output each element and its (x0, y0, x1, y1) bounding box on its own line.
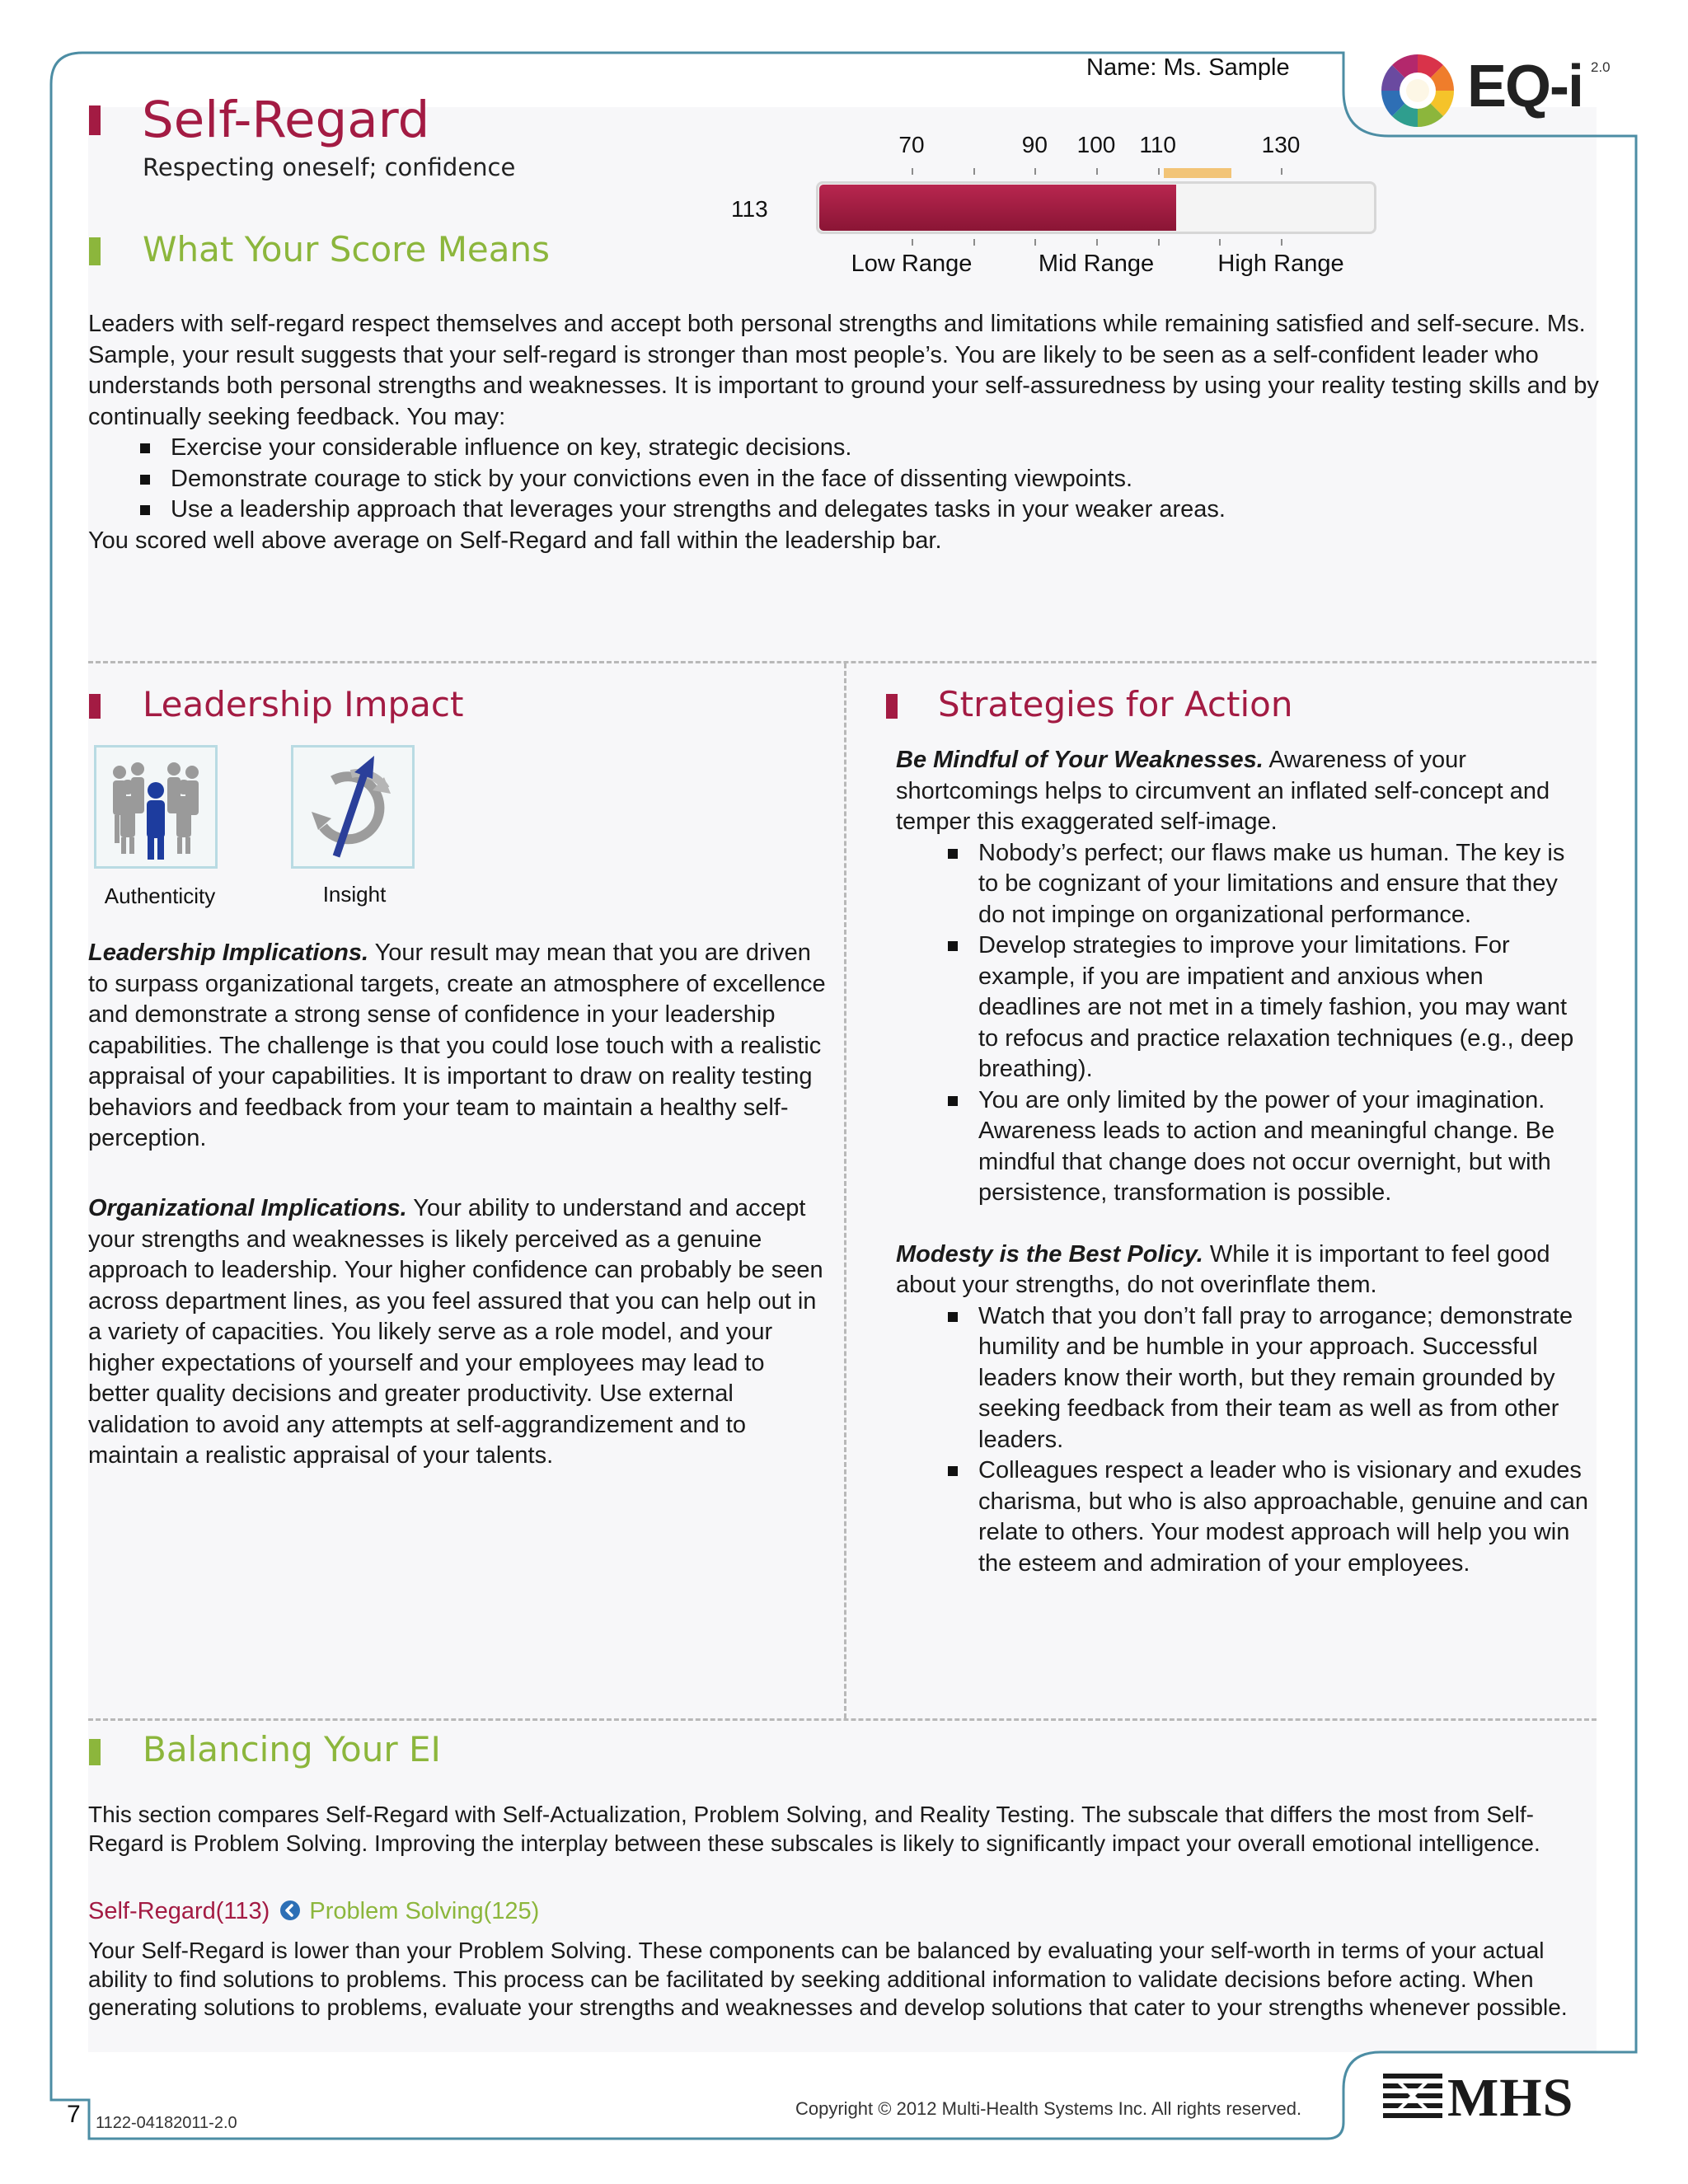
list-item: Exercise your considerable influence on key, strategic decisions. (171, 433, 1605, 464)
strategy-block1-text: Awareness of your shortcomings helps to circumvent an inflated self-concept and temper this exaggerated self-image. (896, 747, 1550, 835)
scale-tick-mark (912, 239, 913, 246)
list-item: Nobody’s perfect; our flaws make us human. The key is to be cognizant of your limitations and ensure that they do not impinge on organizational performance. (978, 838, 1588, 931)
scale-tick-mark (973, 168, 975, 175)
range-label: Low Range (851, 251, 973, 277)
self-regard-score-label: Self-Regard(113) (88, 1898, 270, 1924)
scale-tick-mark (1281, 168, 1282, 175)
scale-tick-mark (1281, 239, 1282, 246)
eqi-logo-text: EQ-i (1467, 54, 1583, 120)
scale-tick-mark (1096, 168, 1098, 175)
balancing-intro: This section compares Self-Regard with Self-Actualization, Problem Solving, and Reality Testing. The subscale that differs the most from Self-Regard is Problem Solving. Improving the interplay between these subscales is likely to significantly impact your overall emotional intelligence. (88, 1802, 1540, 1856)
leadership-implications-label: Leadership Implications. (88, 940, 369, 966)
range-label: High Range (1217, 251, 1344, 277)
scale-tick-mark (1158, 168, 1160, 175)
scale-tick-mark (1034, 239, 1036, 246)
document-code: 1122-04182011-2.0 (96, 2114, 237, 2132)
scale-tick-mark (1219, 239, 1221, 246)
score-means-body (88, 309, 1605, 556)
leadership-impact-heading: Leadership Impact (143, 684, 464, 724)
score-means-closing: You scored well above average on Self-Regard and fall within the leadership bar. (88, 527, 942, 554)
mhs-logo-text: MHS (1447, 2068, 1574, 2128)
divider-middle (844, 663, 846, 1718)
scale-tick-mark (1096, 239, 1098, 246)
strategy-block1-bullets (978, 838, 1588, 1209)
title-marker (89, 105, 101, 135)
strategy-block2-label: Modesty is the Best Policy. (896, 1240, 1203, 1268)
scale-tick-mark (1034, 168, 1036, 175)
page-title: Self-Regard (142, 91, 430, 149)
leadership-bar-indicator (1164, 168, 1231, 178)
range-label: Mid Range (1038, 251, 1155, 277)
scale-tick-label: 110 (1139, 132, 1176, 157)
balancing-comparison (88, 1898, 539, 1925)
authenticity-icon-box (94, 745, 218, 869)
eqi-logo-version: 2.0 (1591, 59, 1611, 75)
scale-tick-label: 70 (898, 132, 925, 157)
scale-tick-mark (912, 168, 913, 175)
divider-bottom (88, 1718, 1597, 1721)
scale-tick-mark (973, 239, 975, 246)
eqi-logo (1378, 48, 1625, 130)
score-means-marker (89, 237, 101, 265)
strategy-block-modesty (896, 1240, 1588, 1301)
mhs-emblem-icon (1383, 2072, 1442, 2125)
strategy-block2-bullets (978, 1301, 1588, 1580)
page-subtitle: Respecting oneself; confidence (143, 153, 516, 181)
eqi-flower-icon (1378, 51, 1457, 130)
compare-arrow-icon (279, 1900, 301, 1921)
leadership-implications-text: Your result may mean that you are driven to surpass organizational targets, create an atmosphere of excellence and demonstrate a strong sense of confidence in your leadership capabilities. The challenge is that you could lose touch with a realistic appraisal of your capabilities. It is important to draw on reality testing behaviors and feedback from your team to maintain a healthy self-perception. (88, 940, 826, 1151)
insight-caption: Insight (322, 882, 387, 907)
problem-solving-score-label: Problem Solving(125) (309, 1898, 540, 1924)
scale-tick-label: 100 (1076, 132, 1116, 157)
balancing-marker (89, 1739, 101, 1765)
strategies-marker (886, 694, 898, 719)
page-number: 7 (67, 2101, 81, 2128)
list-item: Watch that you don’t fall pray to arrogance; demonstrate humility and be humble in your approach. Successful leaders know their worth, but they remain grounded by seeking feedback from their team as well as from other leaders. (978, 1301, 1588, 1456)
mhs-logo (1383, 2070, 1614, 2128)
authenticity-caption: Authenticity (104, 883, 216, 908)
score-means-intro: Leaders with self-regard respect themselves and accept both personal strengths and limitations while remaining satisfied and self-secure. Ms. Sample, your result suggests that your self-regard is stronger than most people’s. You are likely to be seen as a self-confident leader who understands both personal strengths and weaknesses. It is important to ground your self-assuredness by using your reality testing skills and by continually seeking feedback. You may: (88, 311, 1599, 430)
list-item: Develop strategies to improve your limitations. For example, if you are impatient and anxious when deadlines are not met in a timely fashion, you may want to refocus and practice relaxation techniques (e.g., deep breathing). (978, 930, 1588, 1085)
list-item: Use a leadership approach that leverages your strengths and delegates tasks in your weaker areas. (171, 494, 1605, 526)
score-means-bullets (171, 433, 1605, 526)
insight-icon-box (291, 745, 415, 869)
score-bar (816, 132, 1376, 280)
balancing-body: Your Self-Regard is lower than your Problem Solving. These components can be balanced by evaluating your self-worth in terms of your actual ability to find solutions to problems. This process can be facilitated by seeking additional information to validate decisions before acting. When generating solutions to problems, evaluate your strengths and weaknesses and develop solutions that cater to your strengths whenever possible. (88, 1938, 1568, 2020)
scale-tick-label: 90 (1021, 132, 1048, 157)
leadership-implications (88, 938, 830, 1155)
insight-arrows-icon (293, 748, 412, 866)
balancing-heading: Balancing Your EI (143, 1729, 441, 1769)
strategy-block1-label: Be Mindful of Your Weaknesses. (896, 747, 1264, 773)
people-group-icon (96, 748, 215, 866)
scale-tick-label: 130 (1261, 132, 1301, 157)
divider-top (88, 661, 1597, 663)
participant-name: Name: Ms. Sample (1086, 54, 1290, 81)
organizational-implications-text: Your ability to understand and accept your strengths and weaknesses is likely perceived as a genuine approach to leadership. Your higher confidence can probably be seen across department lines, as you feel assured that you can help out in a variety of capacities. You likely serve as a role model, and your higher expectations of yourself and your employees may lead to better quality decisions and greater productivity. Use external validation to avoid any attempts at self-aggrandizement and to maintain a realistic appraisal of your talents. (88, 1195, 823, 1469)
score-value: 113 (731, 196, 768, 222)
organizational-implications (88, 1193, 826, 1472)
strategy-block2-text: While it is important to feel good about your strengths, do not overinflate them. (896, 1240, 1550, 1298)
organizational-implications-label: Organizational Implications. (88, 1195, 407, 1221)
list-item: Demonstrate courage to stick by your convictions even in the face of dissenting viewpoints. (171, 464, 1605, 495)
list-item: You are only limited by the power of your imagination. Awareness leads to action and meaningful change. Be mindful that change does not occur overnight, but with persistence, transformation is possible. (978, 1085, 1588, 1209)
scale-tick-mark (1158, 239, 1160, 246)
score-bar-fill (819, 185, 1176, 231)
score-means-heading: What Your Score Means (143, 229, 551, 269)
strategies-body (896, 745, 1588, 1579)
leadership-impact-marker (89, 694, 101, 719)
strategies-heading: Strategies for Action (938, 684, 1293, 724)
strategy-block-weaknesses (896, 745, 1588, 838)
copyright-notice: Copyright © 2012 Multi-Health Systems Inc. All rights reserved. (795, 2098, 1302, 2119)
list-item: Colleagues respect a leader who is visionary and exudes charisma, but who is also approachable, genuine and can relate to others. Your modest approach will help you win the esteem and admiration of your employees. (978, 1455, 1588, 1579)
